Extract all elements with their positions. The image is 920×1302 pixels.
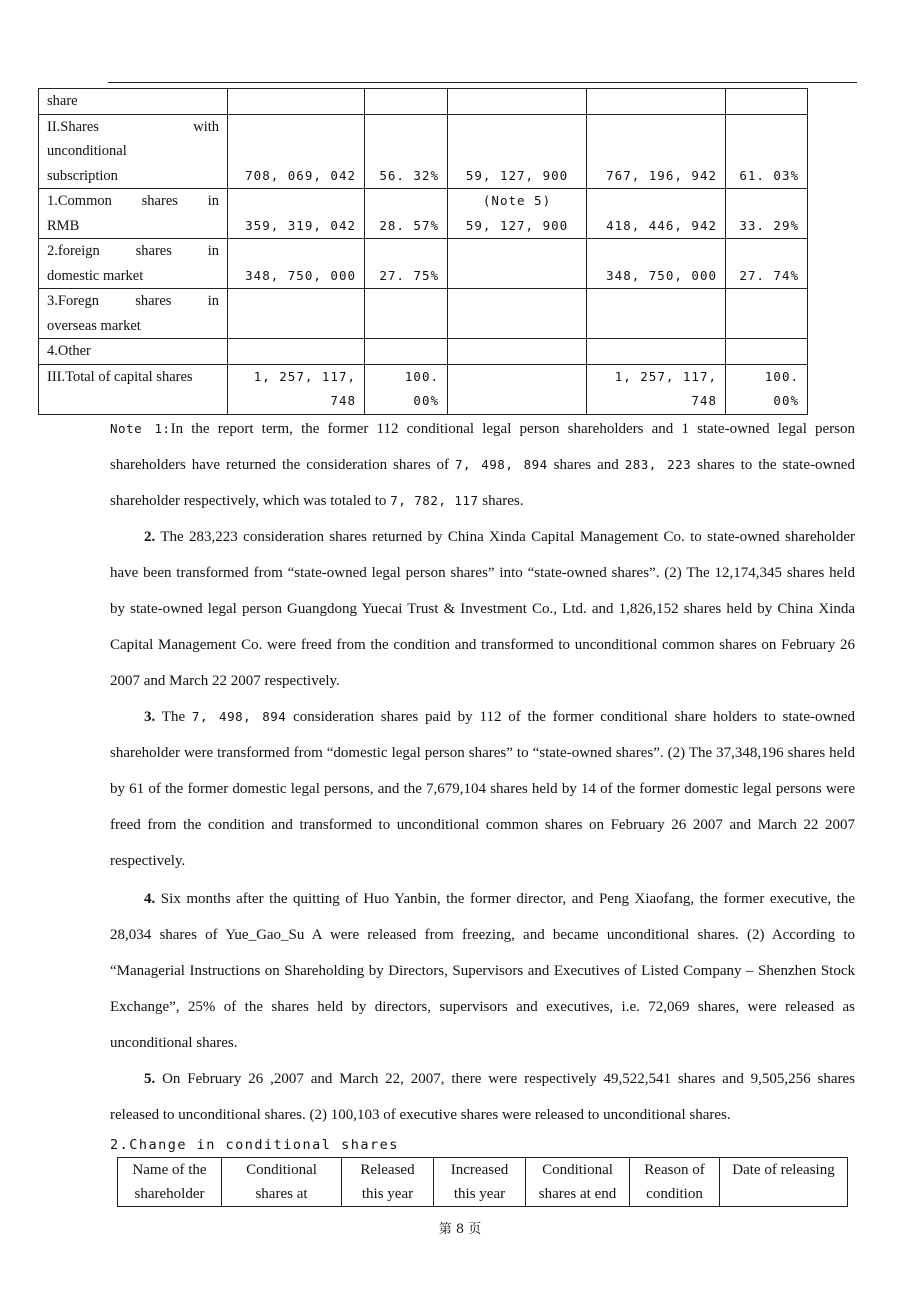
column-header: Name of the shareholder bbox=[118, 1158, 222, 1207]
note-reference: (Note 5) bbox=[482, 193, 552, 208]
table-row bbox=[39, 339, 808, 365]
page-number: 第 8 页 bbox=[438, 1222, 482, 1237]
section-2-title: 2.Change in conditional shares bbox=[110, 1137, 399, 1153]
table-cell: 1, 257, 117, 748 bbox=[228, 364, 365, 414]
note-2: 2. The 283,223 consideration shares returned by China Xinda Capital Management Co. to state-owned shareholder have been transformed from “state-owned legal person shares” into “state-owned shares”. (2) The 12,174,345 shares held by state-owned legal person Guangdong Yuecai Trust & Investment Co., Ltd. and 1,826,152 shares held by China Xinda Capital Management Co. were freed from the condition and transformed to unconditional common shares on February 26 2007 and March 22 2007 respectively. bbox=[110, 529, 855, 689]
table-cell bbox=[448, 89, 587, 115]
table-cell: (Note 5) 59, 127, 900 bbox=[448, 189, 587, 239]
note-3: 3. The 7, 498, 894 consideration shares paid by 112 of the former conditional share holders to state-owned shareholder were transformed from “domestic legal person shares” to “state-owned shares”. (2) The 37,348,196 shares held by 61 of the former domestic legal persons, and the 7,679,104 shares held by 14 of the former domestic legal persons were freed from the condition and transformed to unconditional common shares on February 26 2007 and March 22 2007 respectively. bbox=[110, 709, 855, 869]
column-header: Increased this year bbox=[434, 1158, 526, 1207]
table-row bbox=[39, 189, 808, 239]
table-cell bbox=[726, 339, 808, 365]
table-cell: 348, 750, 000 bbox=[587, 239, 726, 289]
table-cell bbox=[448, 339, 587, 365]
table-cell bbox=[587, 89, 726, 115]
conditional-shares-table bbox=[117, 1157, 848, 1207]
column-header: Conditional shares at bbox=[222, 1158, 342, 1207]
column-header: Reason of condition bbox=[630, 1158, 720, 1207]
capital-shares-table bbox=[38, 88, 808, 415]
note-1: Note 1:In the report term, the former 112 conditional legal person shareholders and 1 state-owned legal person shareholders have returned the consideration shares of 7, 498, 894 shares and 283, 223 shares to the state-owned shareholder respectively, which was totaled to 7, 782, 117 shares. bbox=[110, 421, 856, 509]
header-rule bbox=[108, 82, 857, 83]
row-label: II.Shares with unconditional subscription bbox=[39, 114, 228, 189]
table-cell: 767, 196, 942 bbox=[587, 114, 726, 189]
table-cell bbox=[448, 364, 587, 414]
note-1-prefix: Note 1: bbox=[110, 421, 171, 436]
table-cell bbox=[448, 289, 587, 339]
table-cell: 1, 257, 117, 748 bbox=[587, 364, 726, 414]
table-cell bbox=[448, 239, 587, 289]
table-cell: 33. 29% bbox=[726, 189, 808, 239]
table-cell: 418, 446, 942 bbox=[587, 189, 726, 239]
table-cell: 359, 319, 042 bbox=[228, 189, 365, 239]
row-label: 3.Foregn shares in overseas market bbox=[39, 289, 228, 339]
table-cell bbox=[587, 339, 726, 365]
column-header: Date of releasing bbox=[720, 1158, 848, 1207]
table-cell: 100. 00% bbox=[726, 364, 808, 414]
note-4: 4. Six months after the quitting of Huo Yanbin, the former director, and Peng Xiaofang, the former executive, the 28,034 shares of Yue_Gao_Su A were released from freezing, and became unconditional shares. (2) According to “Managerial Instructions on Shareholding by Directors, Supervisors and Executives of Listed Company – Shenzhen Stock Exchange”, 25% of the shares held by directors, supervisors and executives, i.e. 72,069 shares, were released as unconditional shares. bbox=[110, 891, 855, 1051]
table-cell bbox=[228, 89, 365, 115]
table-cell bbox=[365, 339, 448, 365]
column-header: Conditional shares at end bbox=[526, 1158, 630, 1207]
table-cell: 708, 069, 042 bbox=[228, 114, 365, 189]
table-cell bbox=[726, 89, 808, 115]
row-label: 2.foreign shares in domestic market bbox=[39, 239, 228, 289]
table-cell: 28. 57% bbox=[365, 189, 448, 239]
table-cell: 59, 127, 900 bbox=[448, 114, 587, 189]
note-5: 5. On February 26 ,2007 and March 22, 2007, there were respectively 49,522,541 shares and 9,505,256 shares released to unconditional shares. (2) 100,103 of executive shares were released to unconditional shares. bbox=[110, 1071, 855, 1123]
table-row bbox=[39, 239, 808, 289]
table-cell bbox=[587, 289, 726, 339]
table-cell bbox=[726, 289, 808, 339]
row-label: III.Total of capital shares bbox=[39, 364, 228, 414]
table-row bbox=[39, 364, 808, 414]
table-cell: 61. 03% bbox=[726, 114, 808, 189]
table-cell: 348, 750, 000 bbox=[228, 239, 365, 289]
table-row bbox=[39, 289, 808, 339]
row-label: share bbox=[39, 89, 228, 115]
table-cell: 27. 75% bbox=[365, 239, 448, 289]
table-row bbox=[39, 114, 808, 189]
row-label: 1.Common shares in RMB bbox=[39, 189, 228, 239]
table-cell bbox=[365, 89, 448, 115]
table-row bbox=[39, 89, 808, 115]
table-cell bbox=[228, 339, 365, 365]
table-cell: 100. 00% bbox=[365, 364, 448, 414]
table-cell: 27. 74% bbox=[726, 239, 808, 289]
table-cell bbox=[228, 289, 365, 339]
table-cell bbox=[365, 289, 448, 339]
row-label: 4.Other bbox=[39, 339, 228, 365]
table-cell: 56. 32% bbox=[365, 114, 448, 189]
column-header: Released this year bbox=[342, 1158, 434, 1207]
